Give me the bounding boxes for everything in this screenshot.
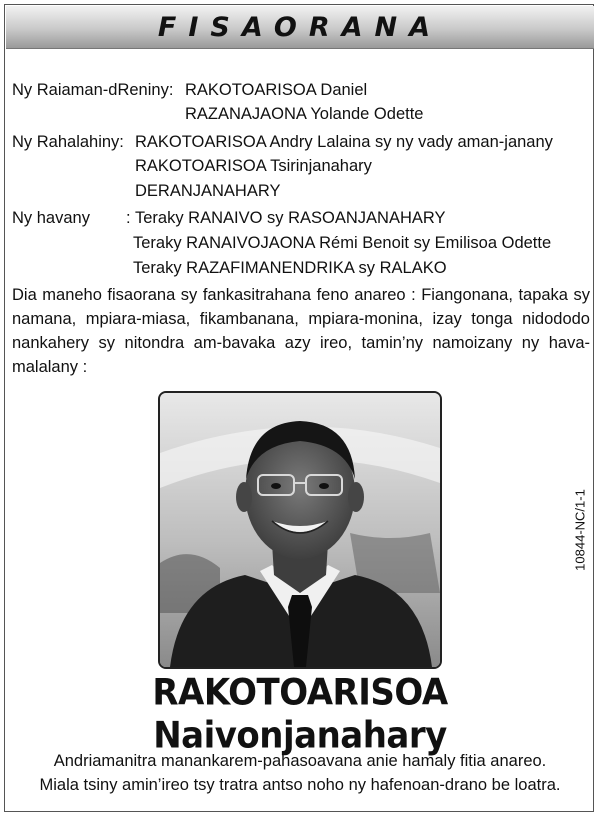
- sibling-name: DERANJANAHARY: [135, 182, 281, 200]
- parent-name: RAZANAJAONA Yolande Odette: [185, 105, 424, 123]
- thanks-message: Dia maneho fisaorana sy fankasitrahana feno anareo : Fiangonana, tapaka sy namana, mpiara-miasa, fikambanana, mpiara-monina, izay tonga nidododo nankahery sy nitondra am-bavaka azy ireo, tamin’ny namoizany ny hava-malalany :: [12, 286, 590, 376]
- deceased-name: RAKOTOARISOA Naivonjanahary: [152, 670, 448, 758]
- closing-line: Andriamanitra manankarem-pahasoavana anie hamaly fitia anareo.: [53, 752, 547, 770]
- notice-title: FISAORANA: [157, 12, 443, 43]
- sibling-name: RAKOTOARISOA Tsirinjanahary: [135, 157, 372, 175]
- reference-code: 10844-NC/1-1: [572, 489, 588, 571]
- parents-label: Ny Raiaman-dReniny:: [12, 81, 174, 99]
- parent-name: RAKOTOARISOA Daniel: [185, 81, 368, 99]
- closing-line: Miala tsiny amin’ireo tsy tratra antso noho ny hafenoan-drano be loatra.: [39, 776, 561, 794]
- relatives-separator: :: [126, 209, 131, 227]
- portrait-illustration: [160, 393, 440, 667]
- header-banner: [6, 6, 594, 49]
- relatives-label: Ny havany: [12, 209, 90, 227]
- relative-name: Teraky RANAIVOJAONA Rémi Benoit sy Emilisoa Odette: [133, 234, 552, 252]
- sibling-name: RAKOTOARISOA Andry Lalaina sy ny vady aman-janany: [135, 133, 553, 151]
- relative-name: Teraky RAZAFIMANENDRIKA sy RALAKO: [133, 259, 447, 277]
- relative-name: Teraky RANAIVO sy RASOANJANAHARY: [135, 209, 446, 227]
- siblings-label: Ny Rahalahiny:: [12, 133, 124, 151]
- portrait-photo: [158, 391, 442, 669]
